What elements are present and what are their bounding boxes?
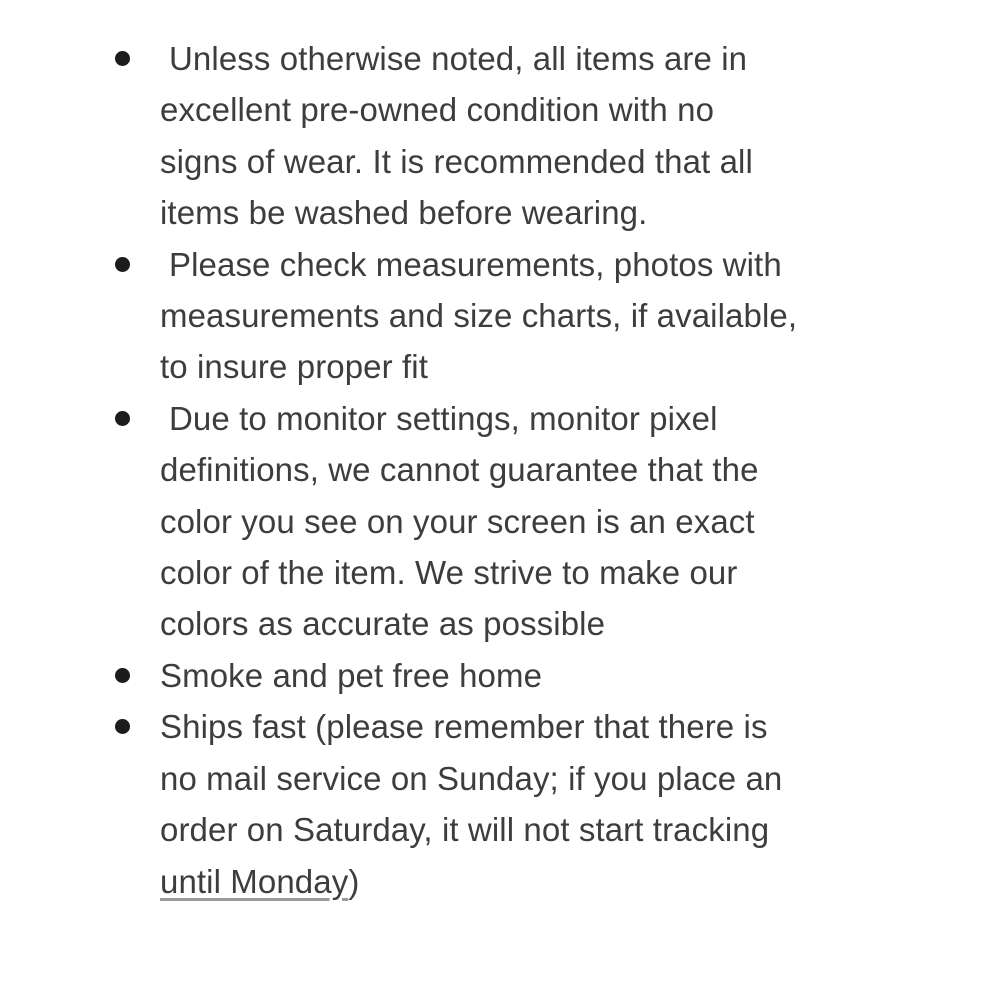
list-item-text: Due to monitor settings, monitor pixel definitions, we cannot guarantee that the color you see on your screen is an exact color of the item. We strive to make our colors as accurate as possible — [160, 399, 759, 643]
bullet-icon — [115, 257, 130, 272]
shipping-text: Ships fast (please remember that there is no mail service on Sunday; if you place an order on Saturday, it will not start tracking — [160, 708, 783, 849]
list-item-smoke-free — [160, 650, 800, 701]
bullet-icon — [115, 668, 130, 683]
list-item-monitor-colors — [160, 393, 800, 650]
until-monday-underlined-text: until Monday — [160, 862, 349, 900]
bullet-icon — [115, 719, 130, 734]
item-notes-list — [160, 33, 800, 907]
list-item-text: Smoke and pet free home — [160, 656, 543, 694]
list-item-shipping — [160, 701, 800, 907]
list-item-text: Please check measurements, photos with measurements and size charts, if available, to insure proper fit — [160, 245, 798, 386]
bullet-icon — [115, 411, 130, 426]
list-item-measurements — [160, 239, 800, 393]
bullet-icon — [115, 51, 130, 66]
closing-paren-text: ) — [348, 862, 360, 900]
list-item-condition — [160, 33, 800, 239]
list-item-text: Unless otherwise noted, all items are in excellent pre-owned condition with no signs of wear. It is recommended that all items be washed before wearing. — [160, 40, 753, 232]
list-item-text — [160, 701, 800, 907]
